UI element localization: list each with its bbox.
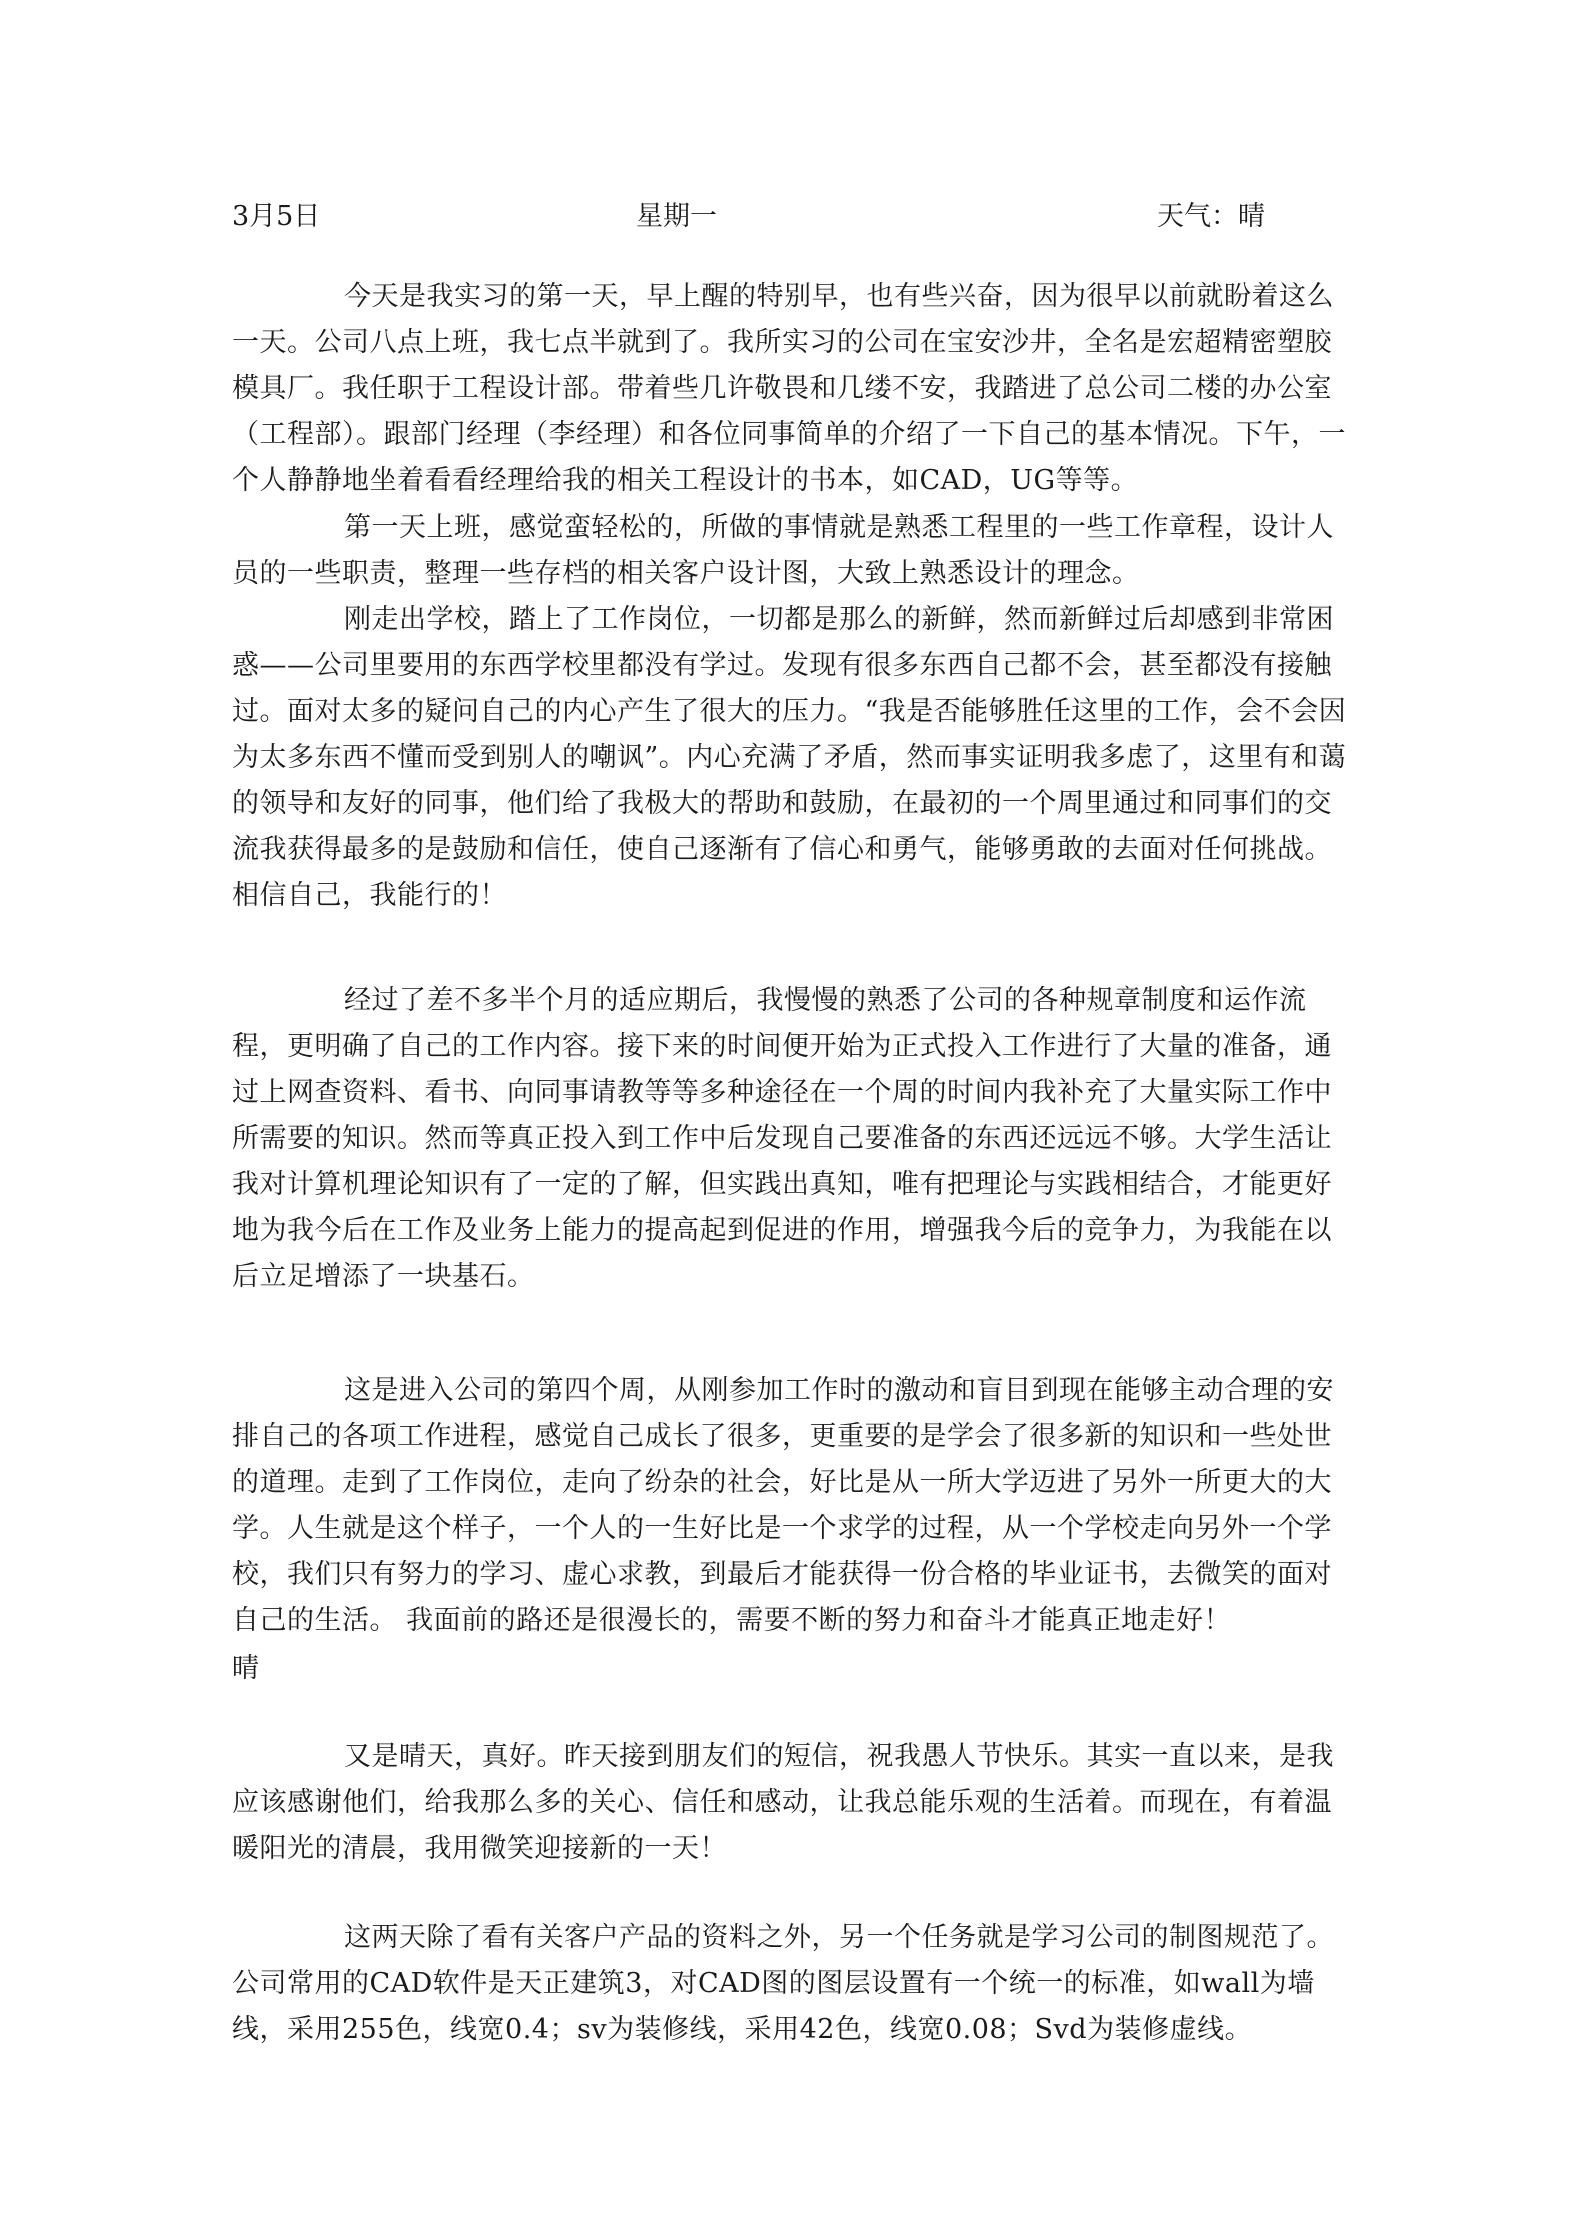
entry-weekday: 星期一	[636, 201, 717, 232]
paragraph-leaving-school: 刚走出学校，踏上了工作岗位，一切都是那么的新鲜，然而新鲜过后却感到非常困惑——公司里要用的东西学校里都没有学过。发现有很多东西自己都不会，甚至都没有接触过。面对太多的疑问自己的内心产生了很大的压力。“我是否能够胜任这里的工作，会不会因为太多东西不懂而受到别人的嘲讽”。内心充满了矛盾，然而事实证明我多虑了，这里有和蔼的领导和友好的同事，他们给了我极大的帮助和鼓励，在最初的一个周里通过和同事们的交流我获得最多的是鼓励和信任，使自己逐渐有了信心和勇气，能够勇敢的去面对任何挑战。相信自己，我能行的！	[232, 604, 1347, 911]
paragraph-first-day-duties: 第一天上班，感觉蛮轻松的，所做的事情就是熟悉工程里的一些工作章程，设计人员的一些职责，整理一些存档的相关客户设计图，大致上熟悉设计的理念。	[232, 512, 1334, 589]
paragraph-fourth-week: 这是进入公司的第四个周，从刚参加工作时的激动和盲目到现在能够主动合理的安排自己的各项工作进程，感觉自己成长了很多，更重要的是学会了很多新的知识和一些处世的道理。走到了工作岗位，走向了纷杂的社会，好比是从一所大学迈进了另外一所更大的大学。人生就是这个样子，一个人的一生好比是一个求学的过程，从一个学校走向另外一个学校，我们只有努力的学习、虚心求教，到最后才能获得一份合格的毕业证书，去微笑的面对自己的生活。 我面前的路还是很漫长的，需要不断的努力和奋斗才能真正地走好！	[232, 1375, 1334, 1636]
weather-label: 晴	[232, 1653, 260, 1684]
paragraph-adaptation: 经过了差不多半个月的适应期后，我慢慢的熟悉了公司的各种规章制度和运作流程，更明确了自己的工作内容。接下来的时间便开始为正式投入工作进行了大量的准备，通过上网查资料、看书、向同事请教等等多种途径在一个周的时间内我补充了大量实际工作中所需要的知识。然而等真正投入到工作中后发现自己要准备的东西还远远不够。大学生活让我对计算机理论知识有了一定的了解，但实践出真知，唯有把理论与实践相结合，才能更好地为我今后在工作及业务上能力的提高起到促进的作用，增强我今后的竞争力，为我能在以后立足增添了一块基石。	[232, 985, 1332, 1292]
paragraph-first-day: 今天是我实习的第一天，早上醒的特别早，也有些兴奋，因为很早以前就盼着这么一天。公司八点上班，我七点半就到了。我所实习的公司在宝安沙井，全名是宏超精密塑胶模具厂。我任职于工程设计部。带着些几许敬畏和几缕不安，我踏进了总公司二楼的办公室（工程部）。跟部门经理（李经理）和各位同事简单的介绍了一下自己的基本情况。下午，一个人静静地坐着看看经理给我的相关工程设计的书本，如CAD，UG等等。	[232, 281, 1346, 496]
paragraph-drawing-standards: 这两天除了看有关客户产品的资料之外，另一个任务就是学习公司的制图规范了。公司常用的CAD软件是天正建筑3，对CAD图的图层设置有一个统一的标准，如wall为墙线，采用255色，线宽0.4；sv为装修线，采用42色，线宽0.08；Svd为装修虚线。	[232, 1922, 1334, 2045]
entry-weather: 天气：晴	[1157, 201, 1265, 232]
paragraph-sunny-day: 又是晴天，真好。昨天接到朋友们的短信，祝我愚人节快乐。其实一直以来，是我应该感谢他们，给我那么多的关心、信任和感动，让我总能乐观的生活着。而现在，有着温暖阳光的清晨，我用微笑迎接新的一天！	[232, 1741, 1334, 1864]
entry-header	[0, 194, 1584, 240]
entry-date: 3月5日	[232, 201, 321, 232]
